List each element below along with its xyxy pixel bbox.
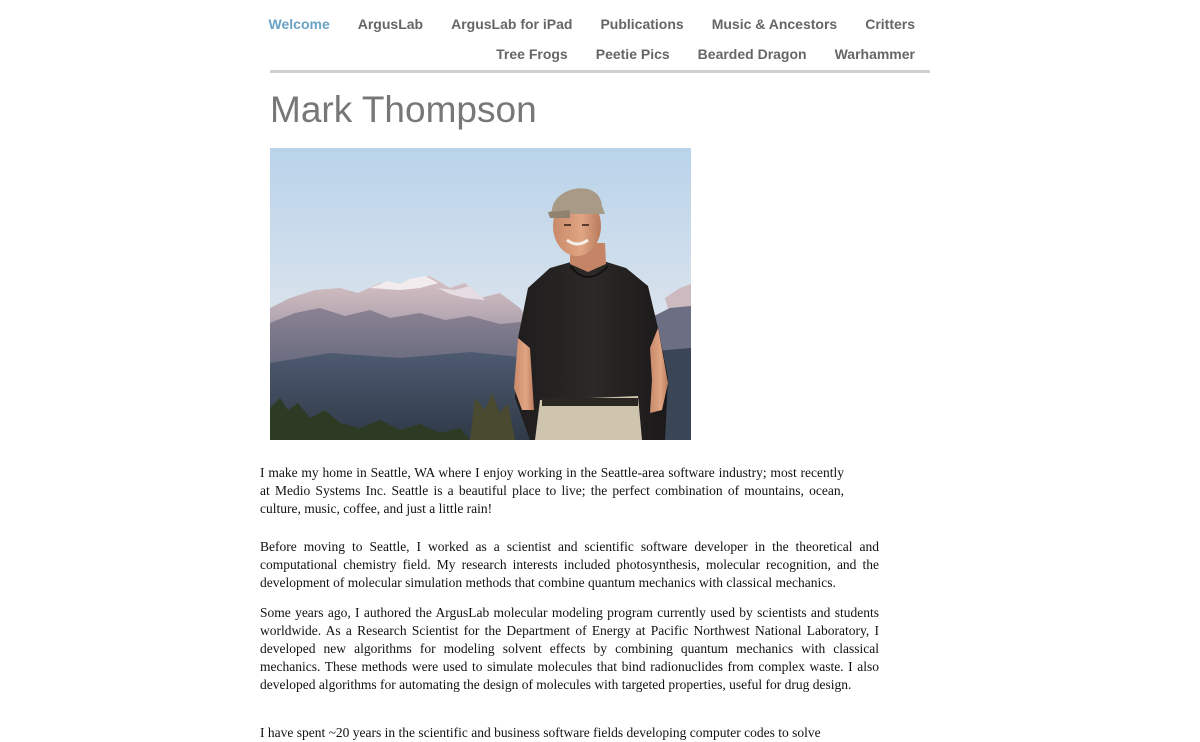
nav-link-critters[interactable]: Critters: [865, 16, 915, 32]
nav-link-welcome[interactable]: Welcome: [268, 16, 330, 32]
nav-link-arguslab[interactable]: ArgusLab: [357, 16, 424, 32]
nav-link-warhammer[interactable]: Warhammer: [834, 46, 915, 62]
experience-paragraph: I have spent ~20 years in the scientific and business software fields developing computer codes to solve: [260, 725, 821, 740]
background-paragraph: Before moving to Seattle, I worked as a scientist and scientific software developer in the theoretical and computational chemistry field. My research interests included photosynthesis, molecular recognition, and the development of molecular simulation methods that combine quantum mechanics with classical mechanics.: [260, 539, 879, 590]
page-title: Mark Thompson: [270, 89, 537, 130]
nav-link-publications[interactable]: Publications: [600, 16, 684, 32]
nav-row-secondary: [468, 45, 915, 63]
nav-link-tree-frogs[interactable]: Tree Frogs: [496, 46, 568, 62]
main-navigation: [270, 0, 930, 73]
profile-photo: [270, 148, 691, 440]
intro-paragraph: I make my home in Seattle, WA where I enjoy working in the Seattle-area software industry; most recently at Medio Systems Inc. Seattle is a beautiful place to live; the perfect combination of mountains, ocean, culture, music, coffee, and just a little rain!: [260, 465, 844, 516]
arguslab-paragraph: Some years ago, I authored the ArgusLab molecular modeling program currently used by scientists and students worldwide. As a Research Scientist for the Department of Energy at Pacific Northwest National Laboratory, I developed new algorithms for modeling solvent effects by combining quantum mechanics with classical mechanics. These methods were used to simulate molecules that bind radionuclides from complex waste. I also developed algorithms for automating the design of molecules with targeted properties, useful for drug design.: [260, 605, 879, 692]
nav-link-music-ancestors[interactable]: Music & Ancestors: [711, 16, 838, 32]
nav-link-peetie-pics[interactable]: Peetie Pics: [595, 46, 670, 62]
nav-link-arguslab-ipad[interactable]: ArgusLab for iPad: [451, 16, 573, 32]
nav-link-bearded-dragon[interactable]: Bearded Dragon: [697, 46, 807, 62]
nav-row-primary: [241, 15, 915, 33]
